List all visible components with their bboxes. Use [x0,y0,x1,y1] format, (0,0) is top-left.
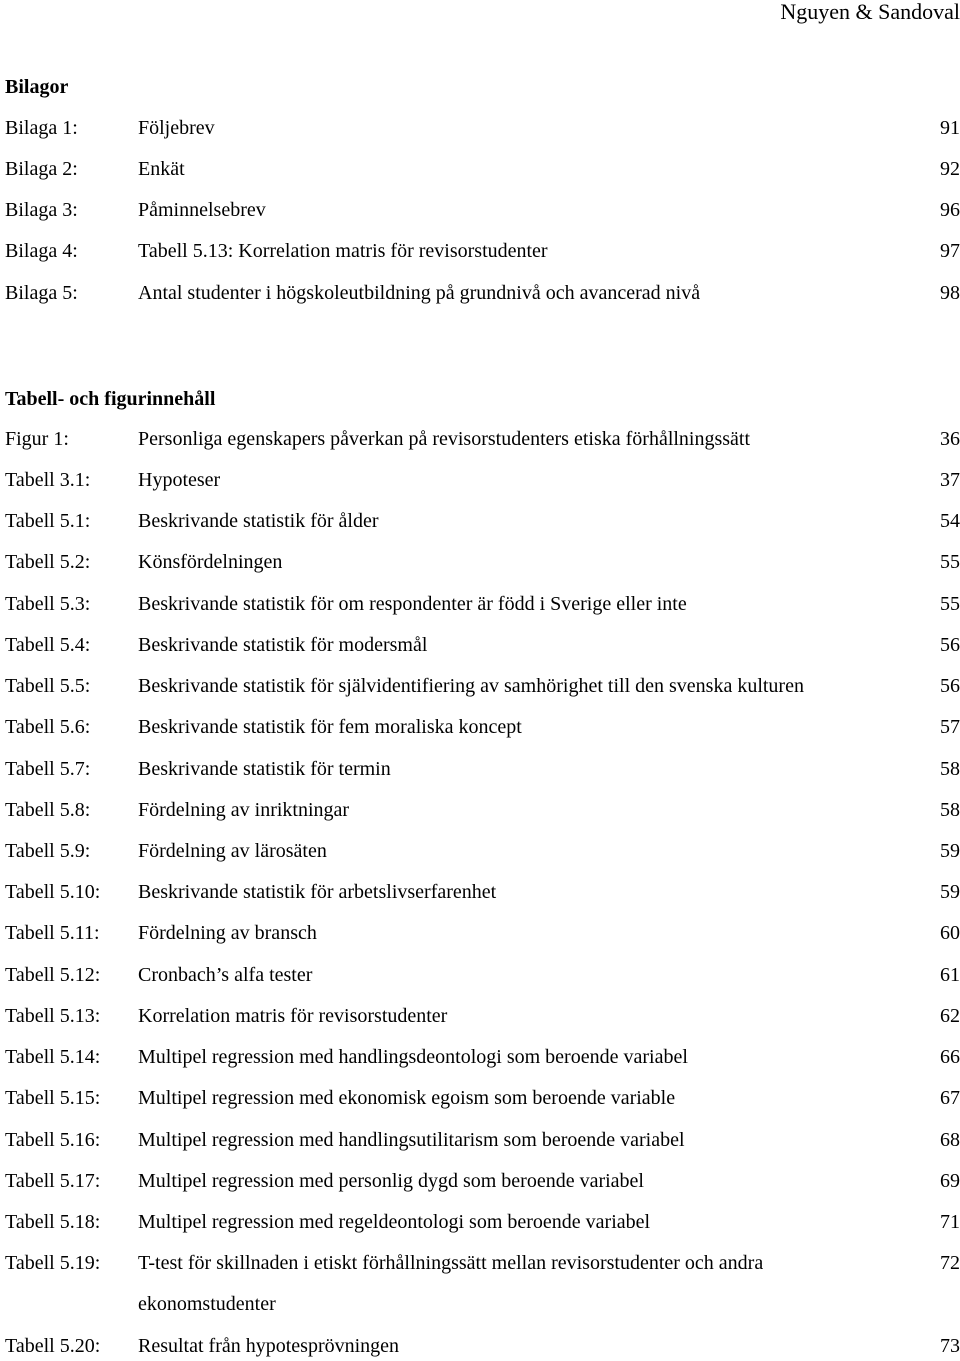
entry-title: Fördelning av lärosäten [138,840,327,862]
toc-entry[interactable] [5,715,960,741]
toc-entry[interactable] [5,1334,960,1360]
entry-title: Beskrivande statistik för ålder [138,510,379,532]
entry-page-number: 56 [940,634,960,656]
entry-page-number: 69 [940,1170,960,1192]
entry-page-number: 55 [940,593,960,615]
entry-page-number: 67 [940,1087,960,1109]
toc-entry[interactable] [5,1251,960,1315]
toc-entry[interactable] [5,427,960,453]
toc-entry[interactable] [5,798,960,824]
entry-page-number: 66 [940,1046,960,1068]
entry-page-number: 96 [940,199,960,221]
entry-title: Påminnelsebrev [138,199,266,221]
entry-label: Bilaga 5: [5,282,78,304]
entry-label: Tabell 5.1: [5,510,91,532]
appendices-heading: Bilagor [5,76,69,98]
toc-entry[interactable] [5,839,960,865]
entry-title: Fördelning av inriktningar [138,799,350,821]
entry-title: Hypoteser [138,469,221,491]
toc-entry[interactable] [5,880,960,906]
entry-label: Tabell 5.6: [5,716,91,738]
toc-entry[interactable] [5,468,960,494]
entry-title: T-test för skillnaden i etiskt förhållningssätt mellan revisorstudenter och andra [138,1252,764,1274]
entry-label: Tabell 5.18: [5,1211,101,1233]
toc-entry[interactable] [5,674,960,700]
entry-title: Multipel regression med handlingsutilitarism som beroende variabel [138,1129,685,1151]
entry-page-number: 92 [940,158,960,180]
entry-title: Multipel regression med regeldeontologi som beroende variabel [138,1211,651,1233]
toc-entry[interactable] [5,921,960,947]
entry-label: Tabell 5.12: [5,964,101,986]
entry-label: Tabell 5.19: [5,1252,101,1274]
entry-label: Tabell 5.10: [5,881,101,903]
entry-label: Tabell 5.15: [5,1087,101,1109]
toc-entry[interactable] [5,1045,960,1071]
entry-page-number: 91 [940,117,960,139]
toc-entry[interactable] [5,1004,960,1030]
toc-entry[interactable] [5,1169,960,1195]
entry-page-number: 68 [940,1129,960,1151]
entry-title-continuation: ekonomstudenter [138,1293,276,1315]
figures-tables-heading: Tabell- och figurinnehåll [5,388,216,410]
toc-entry[interactable] [5,157,960,183]
toc-entry[interactable] [5,509,960,535]
entry-label: Tabell 5.8: [5,799,91,821]
entry-label: Tabell 5.11: [5,922,100,944]
entry-page-number: 71 [940,1211,960,1233]
toc-entry[interactable] [5,116,960,142]
entry-label: Tabell 5.17: [5,1170,101,1192]
entry-title: Beskrivande statistik för fem moraliska koncept [138,716,522,738]
entry-label: Tabell 5.3: [5,593,91,615]
entry-title: Beskrivande statistik för arbetslivserfarenhet [138,881,497,903]
toc-entry[interactable] [5,1128,960,1154]
entry-label: Tabell 5.7: [5,758,91,780]
entry-label: Figur 1: [5,428,69,450]
entry-page-number: 60 [940,922,960,944]
entry-title: Multipel regression med handlingsdeontologi som beroende variabel [138,1046,688,1068]
entry-title: Enkät [138,158,185,180]
entry-label: Bilaga 4: [5,240,78,262]
entry-page-number: 55 [940,551,960,573]
entry-title: Resultat från hypotesprövningen [138,1335,400,1357]
entry-page-number: 57 [940,716,960,738]
entry-page-number: 54 [940,510,960,532]
entry-page-number: 59 [940,840,960,862]
toc-entry[interactable] [5,1210,960,1236]
entry-page-number: 36 [940,428,960,450]
entry-page-number: 58 [940,758,960,780]
entry-label: Tabell 5.16: [5,1129,101,1151]
entry-title: Beskrivande statistik för termin [138,758,391,780]
entry-label: Tabell 5.20: [5,1335,101,1357]
entry-label: Tabell 3.1: [5,469,91,491]
entry-page-number: 98 [940,282,960,304]
entry-title: Antal studenter i högskoleutbildning på grundnivå och avancerad nivå [138,282,701,304]
entry-title: Multipel regression med personlig dygd som beroende variabel [138,1170,644,1192]
entry-page-number: 56 [940,675,960,697]
entry-title: Beskrivande statistik för om respondenter är född i Sverige eller inte [138,593,687,615]
entry-title: Korrelation matris för revisorstudenter [138,1005,448,1027]
toc-entry[interactable] [5,550,960,576]
entry-title: Multipel regression med ekonomisk egoism som beroende variable [138,1087,676,1109]
entry-label: Tabell 5.13: [5,1005,101,1027]
toc-entry[interactable] [5,963,960,989]
entry-page-number: 59 [940,881,960,903]
entry-title: Fördelning av bransch [138,922,317,944]
entry-label: Tabell 5.4: [5,634,91,656]
entry-label: Bilaga 2: [5,158,78,180]
toc-entry[interactable] [5,633,960,659]
toc-entry[interactable] [5,592,960,618]
entry-title: Beskrivande statistik för självidentifiering av samhörighet till den svenska kulturen [138,675,804,697]
toc-entry[interactable] [5,239,960,265]
entry-label: Tabell 5.9: [5,840,91,862]
entry-title: Tabell 5.13: Korrelation matris för revisorstudenter [138,240,548,262]
entry-label: Tabell 5.5: [5,675,91,697]
entry-page-number: 61 [940,964,960,986]
entry-label: Tabell 5.14: [5,1046,101,1068]
running-header: Nguyen & Sandoval [780,0,960,24]
toc-entry[interactable] [5,757,960,783]
toc-entry[interactable] [5,1086,960,1112]
entry-title: Följebrev [138,117,215,139]
entry-page-number: 37 [940,469,960,491]
entry-title: Beskrivande statistik för modersmål [138,634,428,656]
entry-page-number: 73 [940,1335,960,1357]
toc-entry[interactable] [5,281,960,307]
entry-page-number: 58 [940,799,960,821]
entry-title: Personliga egenskapers påverkan på revisorstudenters etiska förhållningssätt [138,428,751,450]
entry-page-number: 72 [940,1252,960,1274]
toc-entry[interactable] [5,198,960,224]
entry-title: Cronbach’s alfa tester [138,964,313,986]
entry-page-number: 62 [940,1005,960,1027]
entry-page-number: 97 [940,240,960,262]
entry-label: Bilaga 3: [5,199,78,221]
entry-label: Bilaga 1: [5,117,78,139]
entry-title: Könsfördelningen [138,551,283,573]
entry-label: Tabell 5.2: [5,551,91,573]
